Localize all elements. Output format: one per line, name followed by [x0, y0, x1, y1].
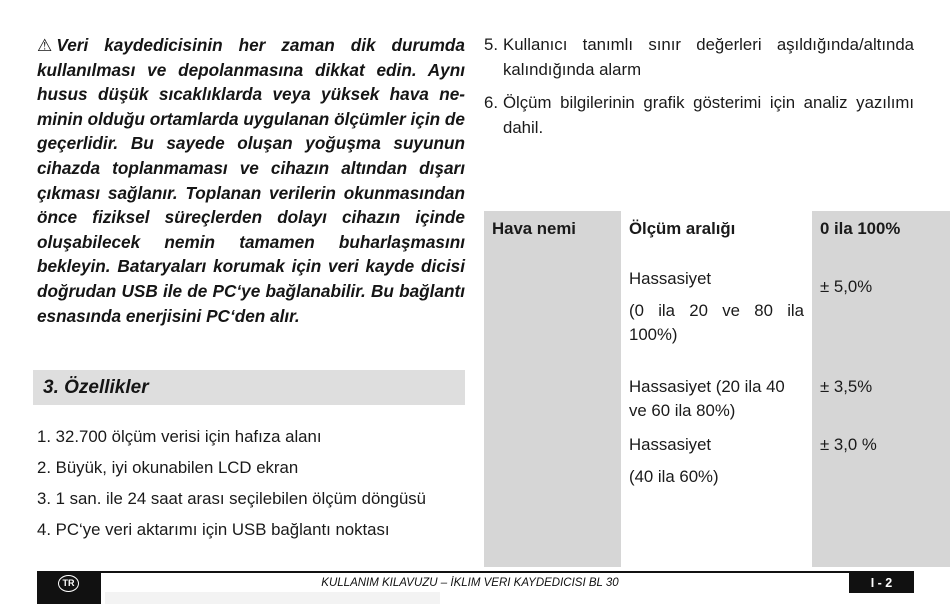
spec-label — [621, 372, 812, 430]
spec-label-line: Hassasiyet (20 ila 40 ve 60 ila 80%) — [629, 377, 785, 420]
spec-label — [621, 430, 812, 567]
list-item: 4. PC‘ye veri aktarımı için USB bağlantı noktası — [37, 520, 390, 539]
spec-value: 0 ila 100% — [812, 211, 950, 254]
spec-label: Ölçüm aralığı — [621, 211, 812, 254]
spec-value: ± 3,0 % — [812, 430, 950, 567]
spec-label-line: (0 ila 20 ve 80 ila 100%) — [629, 301, 804, 344]
page-number: I - 2 — [849, 573, 914, 593]
feature-list-continued — [484, 33, 914, 149]
list-item — [484, 33, 914, 82]
list-item-number: 6. — [484, 93, 498, 112]
list-item-text: Kullanıcı tanımlı sınır değerleri aşıldığında/altında kalındığında alarm — [503, 35, 914, 79]
footer-title: KULLANIM KILAVUZU – İKLIM VERI KAYDEDICISI BL 30 — [321, 577, 619, 589]
spec-table — [484, 211, 950, 567]
section-heading: 3. Özellikler — [33, 370, 465, 405]
footer-strip — [105, 592, 440, 604]
list-item: 1. 32.700 ölçüm verisi için hafıza alanı — [37, 427, 322, 446]
spec-value: ± 3,5% — [812, 372, 950, 430]
spec-category: Hava nemi — [484, 211, 621, 567]
spec-label — [621, 254, 812, 372]
spec-value: ± 5,0% — [812, 254, 950, 372]
table-row — [484, 211, 950, 254]
list-item-text: Ölçüm bilgilerinin grafik gösterimi için analiz yazılımı dahil. — [503, 93, 914, 137]
spec-label-line: (40 ila 60%) — [629, 467, 719, 486]
language-badge-label: TR — [58, 575, 79, 592]
list-item — [484, 91, 914, 140]
warning-triangle-icon: ⚠ — [37, 35, 53, 55]
list-item: 3. 1 san. ile 24 saat arası seçilebilen ölçüm döngüsü — [37, 489, 427, 508]
spec-label-line: Hassasiyet — [629, 269, 712, 288]
list-item: 2. Büyük, iyi okunabilen LCD ekran — [37, 458, 299, 477]
warning-text: Veri kaydedicisinin her zaman dik durumda kullanılması ve depolanmasına dikkat edin. Aynı husus düşük sıcaklıklarda veya yüksek hava ne-minin olduğu ortamlarda uygulanan ölçümler için de geçerlidir. Bu sayede oluşan yoğuşma suyunun cihazda toplanmaması ve cihazın altından dışarı çıkması sağlanır. Toplanan verilerin okunmasından önce fiziksel süreçlerden dolayı cihazın içinde oluşabilecek nemin tamamen buharlaşmasını bekleyin. Bataryaları korumak için veri kayde dicisi doğrudan USB ile de PC‘ye bağlanabilir. Bu bağlantı esnasında enerjisini PC‘den alır. — [37, 35, 465, 326]
spec-label-line: Hassasiyet — [629, 435, 712, 454]
feature-list — [37, 421, 426, 545]
warning-paragraph — [37, 33, 465, 328]
list-item-number: 5. — [484, 35, 498, 54]
footer-rule — [37, 571, 914, 573]
